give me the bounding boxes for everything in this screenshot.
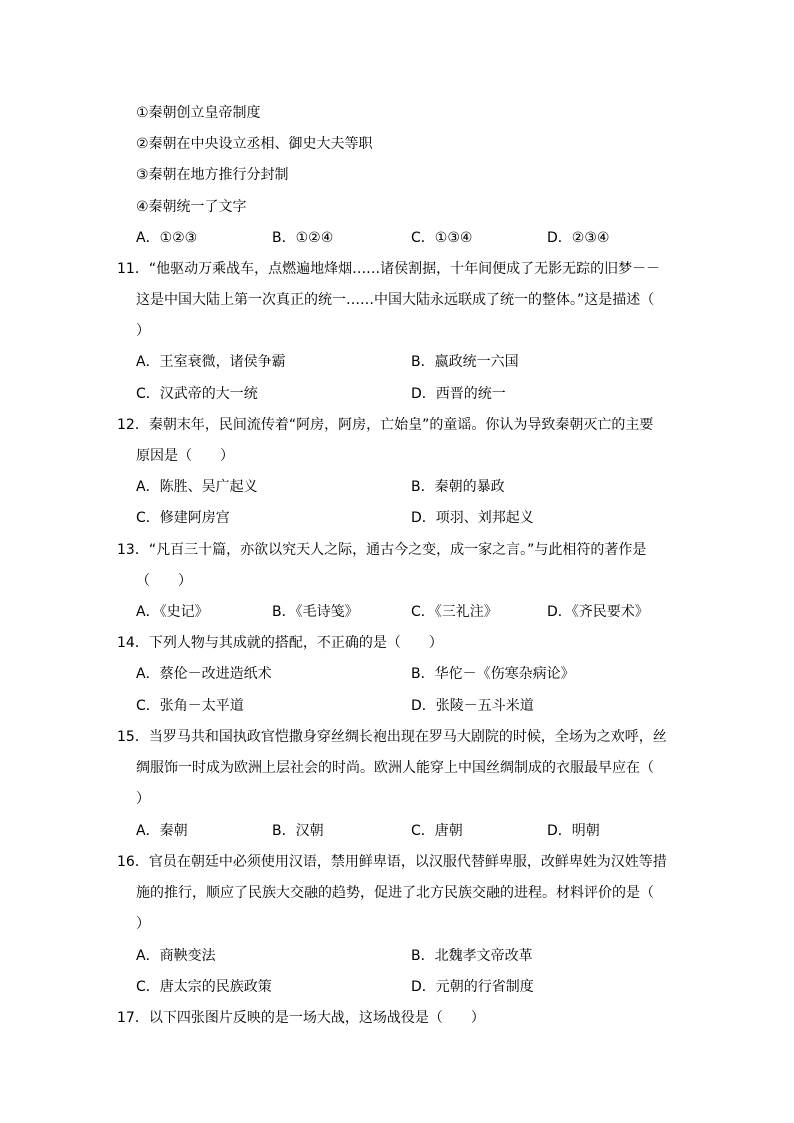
statement-1: ①秦朝创立皇帝制度 xyxy=(136,105,261,121)
q16-option-a: A．商鞅变法 xyxy=(136,948,216,964)
q11-stem-line-2: 这是中国大陆上第一次真正的统一……中国大陆永远联成了统一的整体。”这是描述（ xyxy=(136,292,655,308)
statement-2: ②秦朝在中央设立丞相、御史大夫等职 xyxy=(136,136,373,152)
q12-stem-line-1: 12．秦朝末年，民间流传着“阿房，阿房，亡始皇”的童谣。你认为导致秦朝灭亡的主要 xyxy=(117,417,654,433)
q15-option-c: C．唐朝 xyxy=(411,823,463,839)
q15-stem-line-3: ） xyxy=(136,791,150,807)
q16-option-d: D．元朝的行省制度 xyxy=(411,979,534,995)
q13-option-b: B．《毛诗笺》 xyxy=(272,604,359,620)
q16-stem-line-3: ） xyxy=(136,916,150,932)
q15-stem-line-2: 绸服饰一时成为欧洲上层社会的时尚。欧洲人能穿上中国丝绸制成的衣服最早应在（ xyxy=(136,760,654,776)
q15-stem-line-1: 15．当罗马共和国执政官恺撒身穿丝绸长袍出现在罗马大剧院的时候，全场为之欢呼，丝 xyxy=(117,729,667,745)
q10-option-b: B．①②④ xyxy=(272,230,334,246)
q10-option-a: A．①②③ xyxy=(136,230,198,246)
q13-stem-line-2: （ ） xyxy=(136,573,192,589)
statement-3: ③秦朝在地方推行分封制 xyxy=(136,167,289,183)
q14-option-b: B．华佗－《伤寒杂病论》 xyxy=(411,666,575,682)
q13-option-a: A．《史记》 xyxy=(136,604,209,620)
q14-stem-line-1: 14．下列人物与其成就的搭配，不正确的是（ ） xyxy=(117,635,443,651)
q14-option-a: A．蔡伦－改进造纸术 xyxy=(136,666,272,682)
q16-stem-line-2: 施的推行，顺应了民族大交融的趋势，促进了北方民族交融的进程。材料评价的是（ xyxy=(136,885,654,901)
q13-stem-line-1: 13．“凡百三十篇，亦欲以究天人之际，通古今之变，成一家之言。”与此相符的著作是 xyxy=(117,542,647,558)
q12-option-c: C．修建阿房宫 xyxy=(136,510,230,526)
statement-4: ④秦朝统一了文字 xyxy=(136,199,247,215)
q11-option-c: C．汉武帝的大一统 xyxy=(136,386,258,402)
q16-option-b: B．北魏孝文帝改革 xyxy=(411,948,533,964)
q10-option-d: D．②③④ xyxy=(547,230,610,246)
q11-option-d: D．西晋的统一 xyxy=(411,386,506,402)
q12-option-d: D．项羽、刘邦起义 xyxy=(411,510,534,526)
q13-option-d: D．《齐民要术》 xyxy=(547,604,649,620)
q10-option-c: C．①③④ xyxy=(411,230,473,246)
q17-stem-line-1: 17．以下四张图片反映的是一场大战，这场战役是（ ） xyxy=(117,1010,485,1026)
q11-stem-line-3: ） xyxy=(136,323,150,339)
q11-option-a: A．王室衰微，诸侯争霸 xyxy=(136,354,286,370)
q12-option-a: A．陈胜、吴广起义 xyxy=(136,479,258,495)
q15-option-a: A．秦朝 xyxy=(136,823,188,839)
q16-stem-line-1: 16．官员在朝廷中必须使用汉语，禁用鲜卑语，以汉服代替鲜卑服，改鲜卑姓为汉姓等措 xyxy=(117,854,667,870)
q15-option-d: D．明朝 xyxy=(547,823,600,839)
q11-stem-line-1: 11．“他驱动万乘战车，点燃遍地烽烟……诸侯割据，十年间便成了无影无踪的旧梦－－ xyxy=(117,261,661,277)
q12-stem-line-2: 原因是（ ） xyxy=(136,448,234,464)
q12-option-b: B．秦朝的暴政 xyxy=(411,479,505,495)
q14-option-c: C．张角－太平道 xyxy=(136,698,244,714)
q15-option-b: B．汉朝 xyxy=(272,823,324,839)
q16-option-c: C．唐太宗的民族政策 xyxy=(136,979,272,995)
q13-option-c: C．《三礼注》 xyxy=(411,604,498,620)
q14-option-d: D．张陵－五斗米道 xyxy=(411,698,534,714)
q11-option-b: B．嬴政统一六国 xyxy=(411,354,519,370)
